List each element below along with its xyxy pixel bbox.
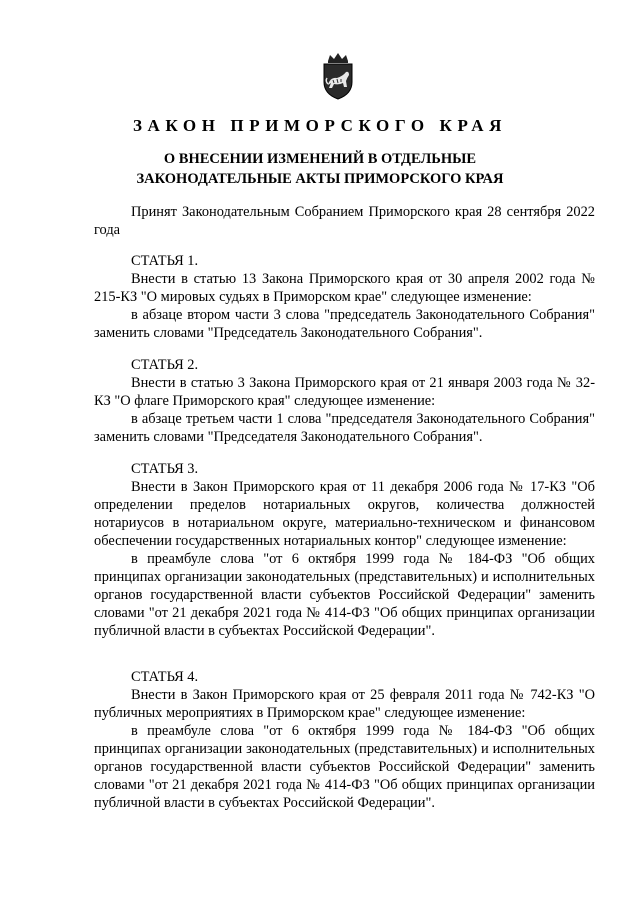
article-paragraph: в абзаце втором части 3 слова "председатель Законодательного Собрания" заменить словами "Председатель Законодательного Собрания".	[94, 307, 595, 341]
coat-of-arms-emblem	[318, 52, 358, 100]
article-heading: СТАТЬЯ 4.	[131, 669, 199, 685]
adoption-statement: Принят Законодательным Собранием Приморского края 28 сентября 2022 года	[94, 204, 595, 238]
article-1	[94, 252, 595, 342]
law-subtitle	[0, 149, 640, 189]
law-subtitle-line-2: ЗАКОНОДАТЕЛЬНЫЕ АКТЫ ПРИМОРСКОГО КРАЯ	[136, 171, 504, 187]
article-heading: СТАТЬЯ 2.	[131, 357, 199, 373]
article-heading: СТАТЬЯ 3.	[131, 461, 199, 477]
article-3	[94, 460, 595, 640]
article-paragraph: в абзаце третьем части 1 слова "председателя Законодательного Собрания" заменить словами "Председателя Законодательного Собрания".	[94, 411, 595, 445]
article-paragraph: Внести в Закон Приморского края от 25 февраля 2011 года № 742-КЗ "О публичных мероприятиях в Приморском крае" следующее изменение:	[94, 687, 595, 721]
article-heading: СТАТЬЯ 1.	[131, 253, 199, 269]
article-paragraph: Внести в статью 3 Закона Приморского края от 21 января 2003 года № 32-КЗ "О флаге Приморского края" следующее изменение:	[94, 375, 595, 409]
article-2	[94, 356, 595, 446]
article-4	[94, 668, 595, 812]
law-subtitle-line-1: О ВНЕСЕНИИ ИЗМЕНЕНИЙ В ОТДЕЛЬНЫЕ	[163, 151, 477, 167]
article-paragraph: Внести в статью 13 Закона Приморского края от 30 апреля 2002 года № 215-КЗ "О мировых судьях в Приморском крае" следующее изменение:	[94, 271, 595, 305]
article-paragraph: Внести в Закон Приморского края от 11 декабря 2006 года № 17-КЗ "Об определении пределов нотариальных округов, количества должностей нотариусов в нотариальном округе, материально-техническом и финансовом обеспечении государственных нотариальных контор" следующее изменение:	[94, 479, 595, 549]
adoption-block	[94, 203, 595, 239]
law-title: ЗАКОН ПРИМОРСКОГО КРАЯ	[132, 116, 508, 135]
article-paragraph: в преамбуле слова "от 6 октября 1999 года № 184-ФЗ "Об общих принципах организации законодательных (представительных) и исполнительных органов государственной власти субъектов Российской Федерации" заменить словами "от 21 декабря 2021 года № 414-ФЗ "Об общих принципах организации публичной власти в субъектах Российской Федерации".	[94, 551, 595, 639]
article-paragraph: в преамбуле слова "от 6 октября 1999 года № 184-ФЗ "Об общих принципах организации законодательных (представительных) и исполнительных органов государственной власти субъектов Российской Федерации" заменить словами "от 21 декабря 2021 года № 414-ФЗ "Об общих принципах организации публичной власти в субъектах Российской Федерации".	[94, 723, 595, 811]
